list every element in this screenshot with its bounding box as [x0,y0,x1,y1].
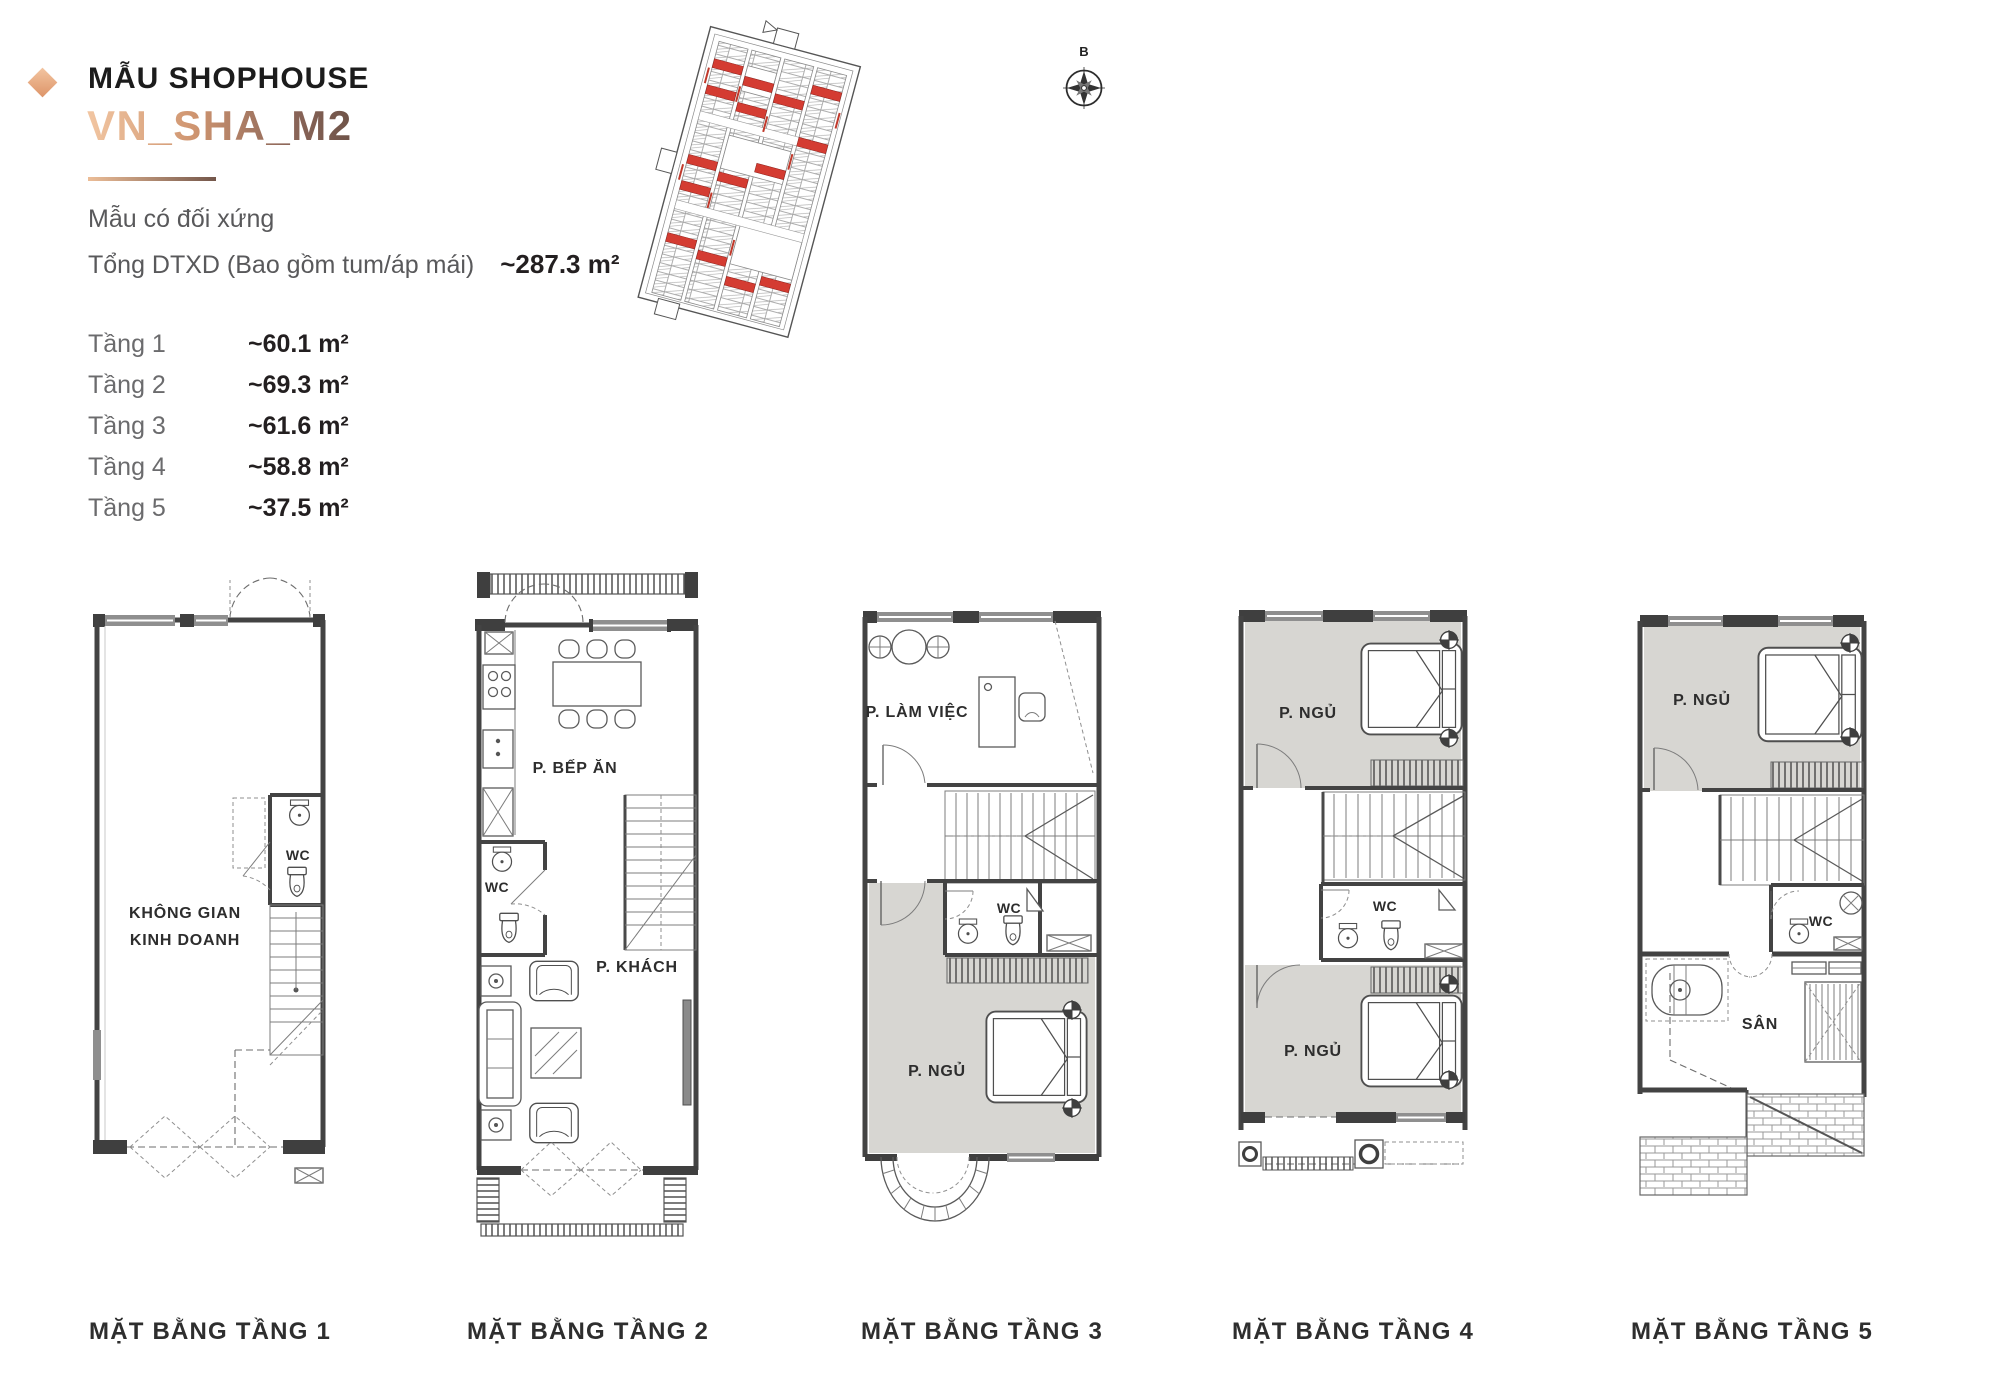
floor-area-row [88,453,608,482]
room-label-bedroom-bottom: P. NGỦ [1284,1043,1342,1060]
floor-area-row [88,494,608,523]
plan-caption-4: MẶT BẰNG TẦNG 4 [1232,1318,1474,1345]
site-plan [592,20,892,342]
room-label-wc: WC [484,879,510,895]
total-area-value: ~287.3 m² [500,249,620,279]
plan-caption-3: MẶT BẰNG TẦNG 3 [861,1318,1103,1345]
floor-plan-5 [1632,613,1872,1198]
compass-icon [1048,42,1120,118]
floor-plan-2 [465,570,710,1240]
room-label-wc: WC [285,847,311,863]
room-label-bedroom-top: P. NGỦ [1279,705,1337,722]
room-label-bedroom: P. NGỦ [1673,692,1731,709]
room-label-living: P. KHÁCH [596,959,678,976]
floor-value: ~61.6 m² [248,412,349,440]
floor-plan-3 [857,605,1107,1230]
floor-label: Tầng 2 [88,371,166,399]
room-label-terrace: SÂN [1741,1016,1779,1033]
room-label-business: KINH DOANH [129,932,241,949]
room-label-wc: WC [1372,898,1398,914]
floor-value: ~60.1 m² [248,330,349,358]
room-label-kitchen: P. BẾP ĂN [532,760,618,777]
page-title: MẪU SHOPHOUSE [88,62,370,95]
total-area-label: Tổng DTXD (Bao gồm tum/áp mái) [88,251,475,279]
symmetry-note: Mẫu có đối xứng [88,205,275,233]
room-label-business: KHÔNG GIAN [129,905,241,922]
room-label-bedroom: P. NGỦ [908,1063,966,1080]
floor-value: ~58.8 m² [248,453,349,481]
accent-rule [88,177,216,181]
floor-plan-4 [1233,608,1473,1173]
floor-value: ~37.5 m² [248,494,349,522]
room-label-office: P. LÀM VIỆC [865,704,969,721]
floor-label: Tầng 1 [88,330,166,358]
floor-label: Tầng 5 [88,494,166,522]
plan-caption-1: MẶT BẰNG TẦNG 1 [89,1318,331,1345]
floor-label: Tầng 3 [88,412,166,440]
floor-area-row [88,412,608,441]
floor-label: Tầng 4 [88,453,166,481]
room-label-wc: WC [1808,913,1834,929]
floor-area-row [88,371,608,400]
model-code: VN_SHA_M2 [87,102,353,149]
diamond-bullet-icon [28,68,58,98]
compass-north-label: B [1079,44,1089,59]
plan-caption-2: MẶT BẰNG TẦNG 2 [467,1318,709,1345]
plan-caption-5: MẶT BẰNG TẦNG 5 [1631,1318,1873,1345]
floor-area-row [88,330,608,359]
room-label-wc: WC [996,900,1022,916]
floor-value: ~69.3 m² [248,371,349,399]
floor-plan-1 [85,560,335,1200]
total-area-row [88,249,620,280]
